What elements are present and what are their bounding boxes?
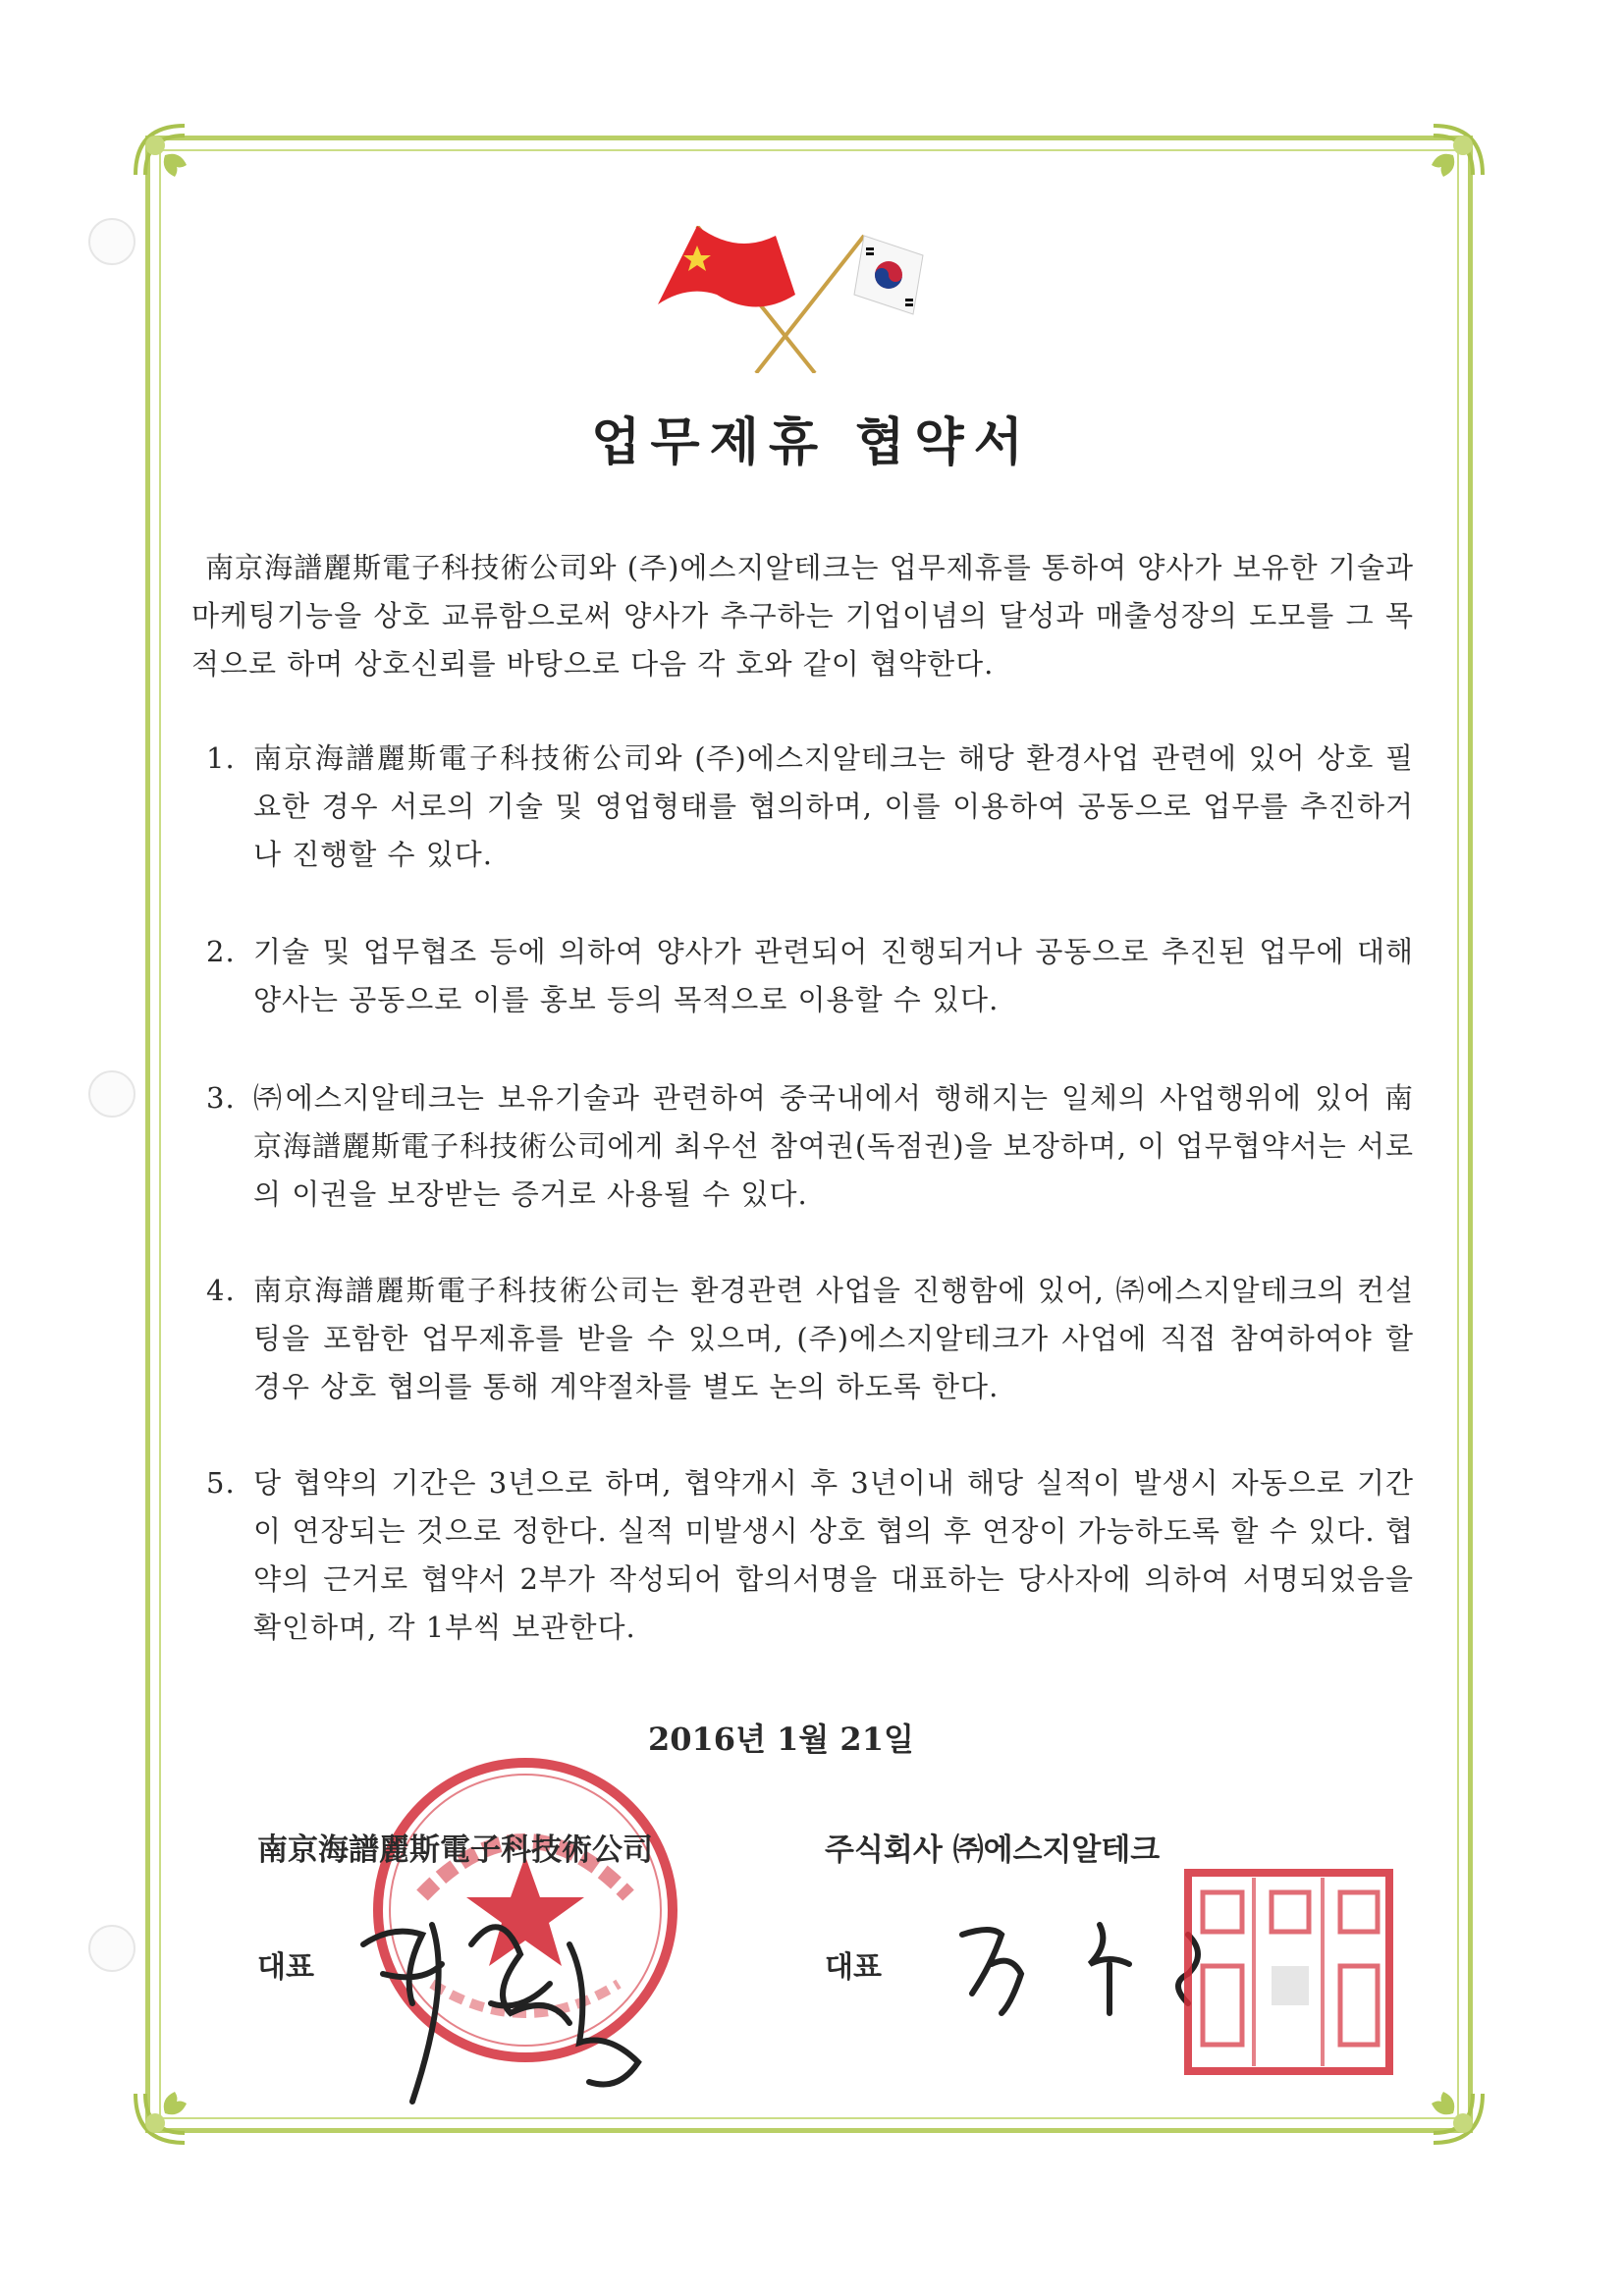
corner-ornament-icon bbox=[126, 2035, 244, 2153]
clause-text: 南京海譜麗斯電子科技術公司는 환경관련 사업을 진행함에 있어, ㈜에스지알테크의 컨설팅을 포함한 업무제휴를 받을 수 있으며, (주)에스지알테크가 사업에 직접 참여하여야 할 경우 상호 협의를 통해 계약절차를 별도 논의 하도록 한다. bbox=[253, 1274, 1414, 1403]
clause-item bbox=[206, 1074, 1414, 1219]
clause-text: 당 협약의 기간은 3년으로 하며, 협약개시 후 3년이내 해당 실적이 발생시 자동으로 기간이 연장되는 것으로 정한다. 실적 미발생시 상호 협의 후 연장이 가능하도록 할 수 있다. 협약의 근거로 협약서 2부가 작성되어 합의서명을 대표하는 당사자에 의하여 서명되었음을 확인하며, 각 1부씩 보관한다. bbox=[253, 1466, 1414, 1644]
left-representative-label: 대표 bbox=[257, 1950, 314, 1985]
left-company-name: 南京海譜麗斯電子科技術公司 bbox=[257, 1832, 653, 1868]
company-seal-icon bbox=[1183, 1868, 1394, 2076]
punch-hole bbox=[88, 1070, 135, 1118]
clause-text: 南京海譜麗斯電子科技術公司와 (주)에스지알테크는 해당 환경사업 관련에 있어 상호 필요한 경우 서로의 기술 및 영업형태를 협의하며, 이를 이용하여 공동으로 업무를 추진하거나 진행할 수 있다. bbox=[253, 741, 1414, 871]
clause-text: ㈜에스지알테크는 보유기술과 관련하여 중국내에서 행해지는 일체의 사업행위에 있어 南京海譜麗斯電子科技術公司에게 최우선 참여권(독점권)을 보장하며, 이 업무협약서는 서로의 이권을 보장받는 증거로 사용될 수 있다. bbox=[253, 1081, 1414, 1211]
clause-number: 3. bbox=[206, 1081, 236, 1115]
clause-item bbox=[206, 1459, 1414, 1652]
right-representative-label: 대표 bbox=[825, 1950, 882, 1985]
document-title: 업무제휴 협약서 bbox=[591, 412, 1033, 472]
clause-number: 1. bbox=[206, 741, 236, 775]
clause-number: 4. bbox=[206, 1274, 236, 1307]
clause-item bbox=[206, 928, 1414, 1024]
clause-number: 5. bbox=[206, 1466, 236, 1500]
clause-item bbox=[206, 735, 1414, 879]
corner-ornament-icon bbox=[126, 116, 244, 234]
clause-text: 기술 및 업무협조 등에 의하여 양사가 관련되어 진행되거나 공동으로 추진된 업무에 대해 양사는 공동으로 이를 홍보 등의 목적으로 이용할 수 있다. bbox=[253, 935, 1414, 1016]
punch-hole bbox=[88, 1925, 135, 1972]
document-date: 2016년 1월 21일 bbox=[648, 1721, 914, 1758]
clause-item bbox=[206, 1267, 1414, 1411]
clause-number: 2. bbox=[206, 935, 236, 968]
preamble-paragraph: 南京海譜麗斯電子科技術公司와 (주)에스지알테크는 업무제휴를 통하여 양사가 보유한 기술과 마케팅기능을 상호 교류함으로써 양사가 추구하는 기업이념의 달성과 매출성장의 도모를 그 목적으로 하며 상호신뢰를 바탕으로 다음 각 호와 같이 협약한다. bbox=[191, 551, 1414, 681]
crossed-flags-icon bbox=[648, 226, 933, 373]
right-company-name: 주식회사 ㈜에스지알테크 bbox=[825, 1832, 1161, 1868]
china-flag-icon bbox=[658, 226, 795, 307]
handwritten-signature-icon bbox=[344, 1886, 658, 2121]
corner-ornament-icon bbox=[1375, 116, 1492, 234]
